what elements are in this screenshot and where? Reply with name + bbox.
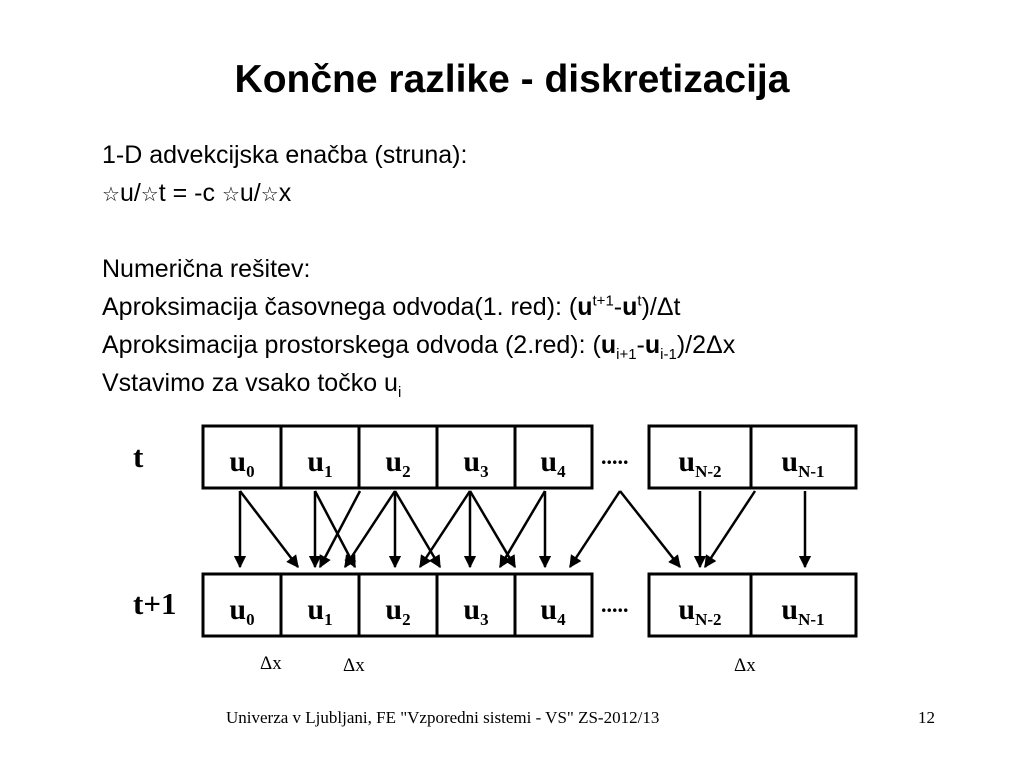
cell-t1-u4: u4 [540, 593, 566, 629]
partial-symbol-icon: ☆ [260, 184, 279, 206]
row-label-t: t [133, 439, 144, 474]
cell-t-u3: u3 [463, 445, 489, 481]
cell-t1-uN-2: uN-2 [678, 593, 722, 629]
partial-symbol-icon: ☆ [140, 184, 159, 206]
eq-part-2: t = -c [158, 179, 222, 207]
insert-line: Vstavimo za vsako točko $u_i$ [102, 369, 402, 401]
cell-t1-u2: u2 [385, 593, 411, 629]
arrow [500, 491, 545, 567]
cell-t1-uN-1: uN-1 [781, 593, 825, 629]
arrow [315, 491, 355, 567]
dx-label-2: Δx [343, 655, 365, 676]
row-t [203, 426, 856, 488]
row-t1 [203, 574, 856, 636]
partial-symbol-icon: ☆ [221, 184, 240, 206]
ellipsis-t1: ..... [601, 592, 629, 617]
row-label-t1: t+1 [133, 586, 177, 621]
equation-intro: 1-D advekcijska enačba (struna): [102, 141, 468, 169]
cell-t-u1: u1 [307, 445, 333, 481]
arrow [620, 491, 680, 567]
numeric-heading: Numerična rešitev: [102, 255, 311, 283]
cell-t-u2: u2 [385, 445, 411, 481]
cell-t1-u1: u1 [307, 593, 333, 629]
eq-part-3: u/ [239, 179, 261, 207]
ellipsis-t: ..... [601, 444, 629, 469]
slide-title: Končne razlike - diskretizacija [234, 58, 790, 101]
cell-t-u0: u0 [229, 445, 255, 481]
cell-t1-u0: u0 [229, 593, 255, 629]
arrow [345, 491, 395, 567]
space-derivative-approx: Aproksimacija prostorskega odvoda (2.red): $(u_{i+1}-u_{i-1})/2\Delta x$ [102, 331, 736, 363]
arrow [395, 491, 440, 567]
stencil-arrows [240, 491, 805, 567]
eq-part-4: x [278, 179, 292, 207]
cell-t-u4: u4 [540, 445, 566, 481]
arrow [705, 491, 755, 567]
cell-t1-u3: u3 [463, 593, 489, 629]
footer-text: Univerza v Ljubljani, FE "Vzporedni sistemi - VS" ZS-2012/13 [226, 708, 660, 727]
arrow [470, 491, 515, 567]
eq-part-1: u/ [119, 179, 141, 207]
dx-label-3: Δx [734, 655, 756, 676]
cell-t-uN-1: uN-1 [781, 445, 825, 481]
arrow [570, 491, 620, 567]
cell-t-uN-2: uN-2 [678, 445, 722, 481]
partial-symbol-icon: ☆ [102, 184, 120, 206]
arrow [240, 491, 298, 567]
arrow [420, 491, 470, 567]
arrow [320, 491, 360, 567]
time-derivative-approx: Aproksimacija časovnega odvoda(1. red): $(u^{t+1}-u^t)/\Delta t$ [102, 292, 681, 321]
page-number: 12 [918, 708, 935, 727]
dx-label-1: Δx [260, 653, 282, 674]
